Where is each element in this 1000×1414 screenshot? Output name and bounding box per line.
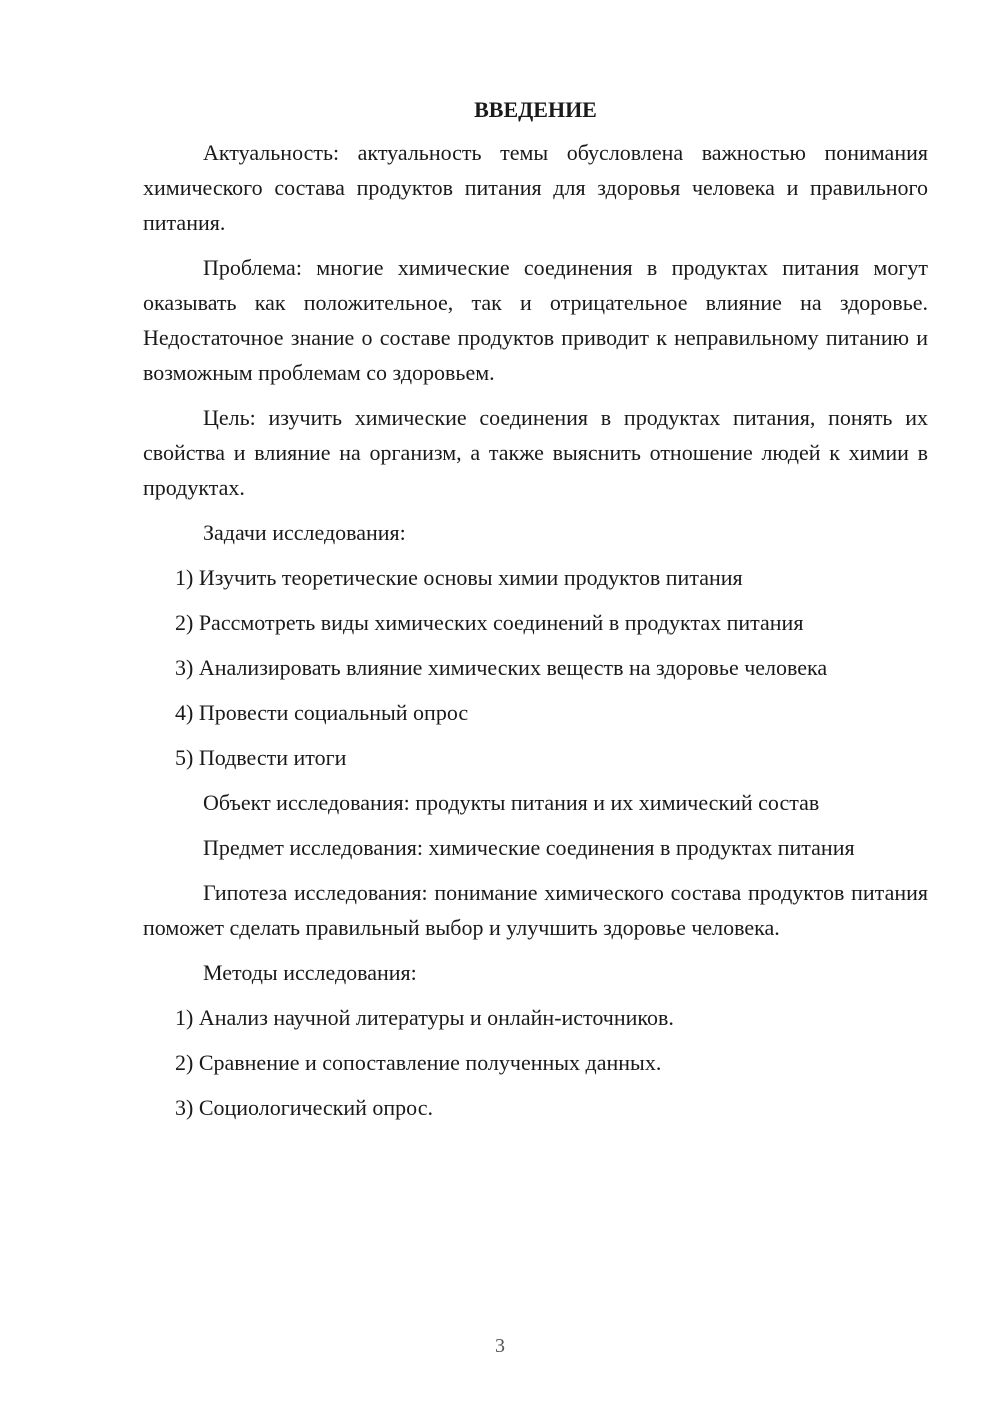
methods-heading: Методы исследования: [203, 960, 417, 985]
paragraph-goal: Цель: изучить химические соединения в продуктах питания, понять их свойства и влияние на организм, а также выяснить отношение людей к химии в продуктах. [143, 405, 928, 500]
list-item: 4) Провести социальный опрос [175, 700, 469, 725]
page-number: 3 [495, 1335, 505, 1357]
page-title: ВВЕДЕНИЕ [474, 97, 597, 122]
paragraph-subject: Предмет исследования: химические соединения в продуктах питания [203, 835, 855, 860]
tasks-list [143, 560, 928, 775]
paragraph-hypothesis: Гипотеза исследования: понимание химического состава продуктов питания поможет сделать правильный выбор и улучшить здоровье человека. [143, 880, 928, 940]
paragraph-object: Объект исследования: продукты питания и их химический состав [203, 790, 820, 815]
list-item: 3) Анализировать влияние химических веществ на здоровье человека [175, 655, 828, 680]
methods-list [143, 1000, 928, 1125]
list-item: 3) Социологический опрос. [175, 1095, 433, 1120]
paragraph-relevance: Актуальность: актуальность темы обусловлена важностью понимания химического состава продуктов питания для здоровья человека и правильного питания. [143, 140, 928, 235]
list-item: 2) Сравнение и сопоставление полученных данных. [175, 1050, 662, 1075]
list-item: 2) Рассмотреть виды химических соединений в продуктах питания [175, 610, 804, 635]
paragraph-problem: Проблема: многие химические соединения в продуктах питания могут оказывать как положительное, так и отрицательное влияние на здоровье. Недостаточное знание о составе продуктов приводит к неправильному питанию и возможным проблемам со здоровьем. [143, 255, 928, 385]
list-item: 1) Анализ научной литературы и онлайн-источников. [175, 1005, 674, 1030]
tasks-heading: Задачи исследования: [203, 520, 406, 545]
page-content [143, 92, 928, 1135]
list-item: 1) Изучить теоретические основы химии продуктов питания [175, 565, 743, 590]
list-item: 5) Подвести итоги [175, 745, 347, 770]
